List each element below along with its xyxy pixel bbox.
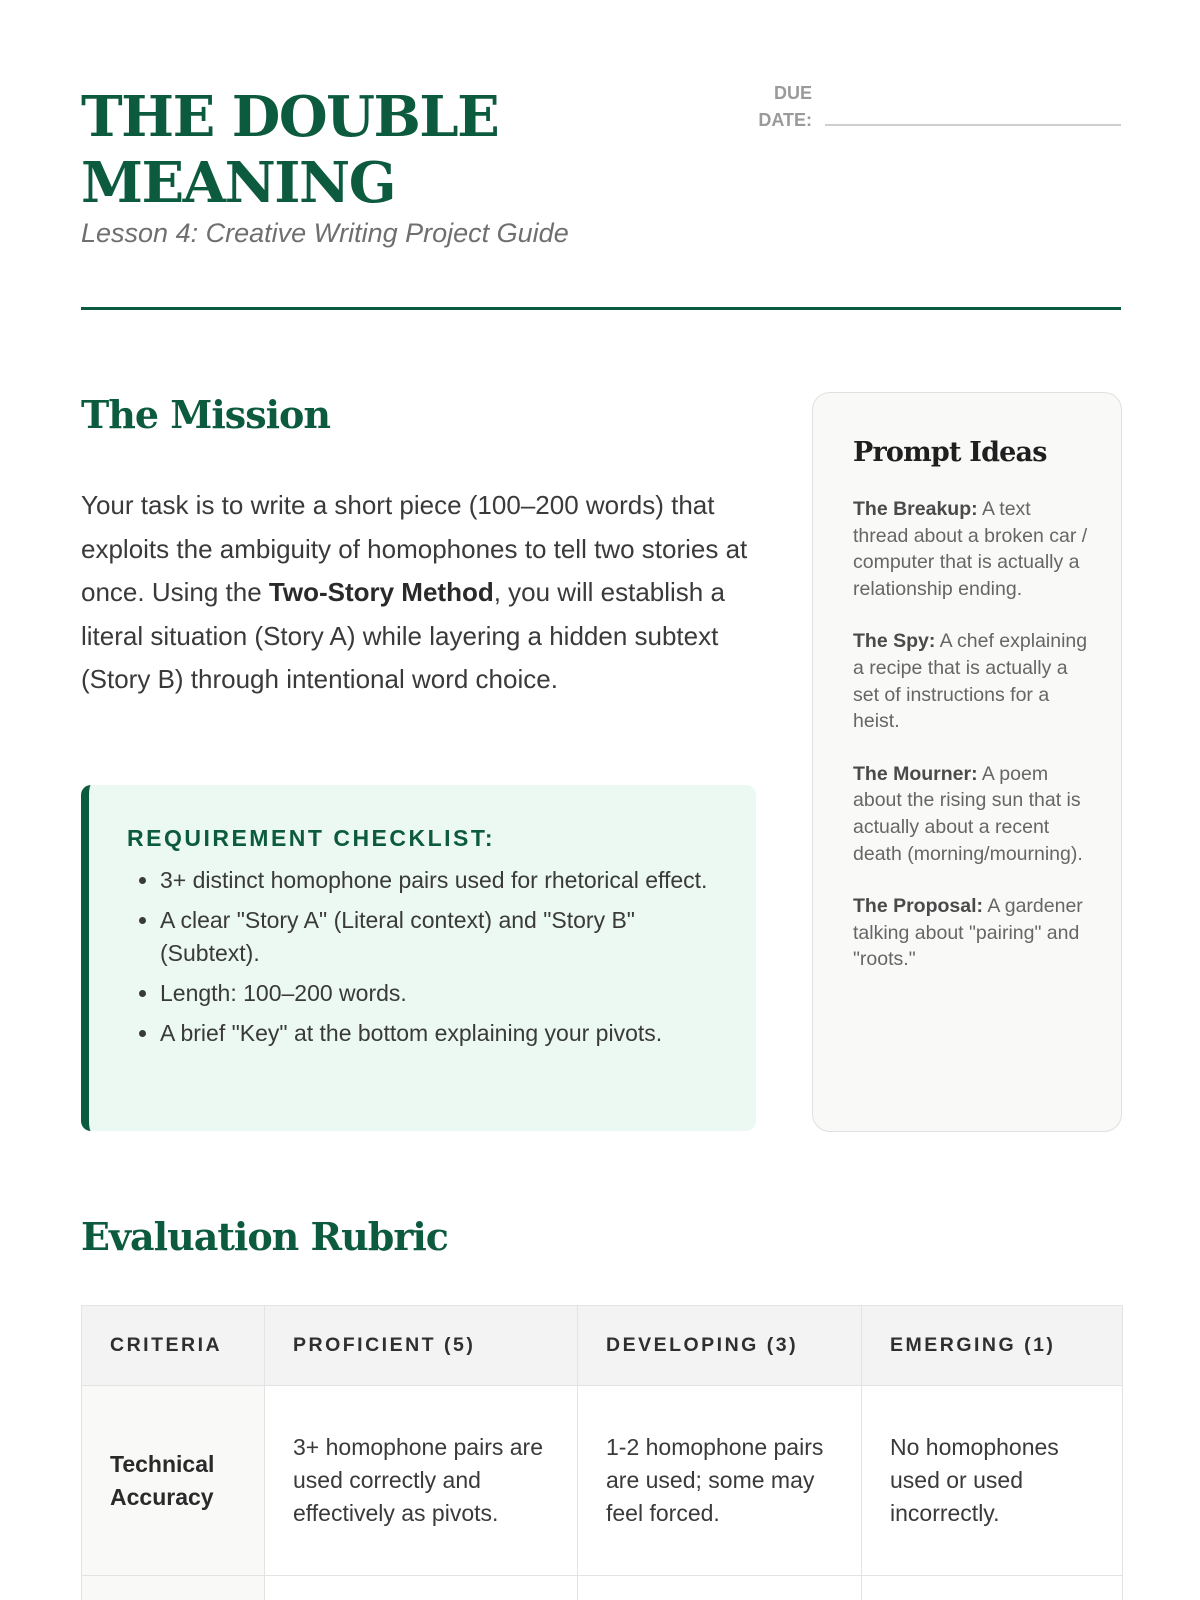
column-header-criteria: CRITERIA — [82, 1306, 265, 1386]
prompt-ideas-title: Prompt Ideas — [853, 437, 1047, 468]
proficient-cell: 3+ homophone pairs are used correctly and effectively as pivots. — [265, 1386, 578, 1576]
title-line-1: THE DOUBLE — [81, 84, 499, 150]
prompt-item-spy — [853, 628, 1091, 734]
page-subtitle: Lesson 4: Creative Writing Project Guide — [81, 218, 569, 248]
mission-paragraph — [81, 484, 761, 702]
header-divider — [81, 307, 1121, 310]
prompt-text: A chef explaining a recipe that is actually a set of instructions for a heist. — [853, 630, 1088, 733]
prompt-item-proposal — [853, 893, 1091, 973]
prompt-text: A gardener talking about "pairing" and "roots." — [853, 895, 1083, 971]
mission-heading: The Mission — [81, 392, 331, 437]
page-title — [81, 84, 701, 216]
mission-text-part-1: Your task is to write a short piece (100–200 words) that exploits the ambiguity of homophones to tell two stories at once. Using the — [81, 490, 748, 607]
column-header-developing: DEVELOPING (3) — [578, 1306, 862, 1386]
column-header-proficient: PROFICIENT (5) — [265, 1306, 578, 1386]
proficient-cell — [265, 1576, 578, 1600]
criteria-cell — [82, 1576, 265, 1600]
requirement-checklist — [81, 785, 756, 1131]
title-line-2: MEANING — [81, 150, 396, 216]
table-row — [82, 1576, 1123, 1600]
developing-cell — [578, 1576, 862, 1600]
due-date-field[interactable] — [825, 124, 1121, 126]
emerging-cell: No homophones used or used incorrectly. — [862, 1386, 1123, 1576]
prompt-item-breakup — [853, 496, 1091, 602]
checklist-title: REQUIREMENT CHECKLIST: — [127, 825, 496, 851]
due-label-line-1: DUE — [773, 83, 812, 103]
prompt-text: A text thread about a broken car / computer that is actually a relationship ending. — [853, 498, 1088, 600]
checklist-list — [127, 864, 726, 1050]
prompt-item-mourner — [853, 761, 1091, 867]
prompt-label: The Spy: — [853, 630, 936, 653]
checklist-item: • A clear "Story A" (Literal context) and "Story B" (Subtext). — [160, 904, 726, 970]
criteria-cell: Technical Accuracy — [82, 1386, 265, 1576]
prompt-text: A poem about the rising sun that is actually about a recent death (morning/mourning). — [853, 762, 1083, 865]
emerging-cell — [862, 1576, 1123, 1600]
prompt-ideas-panel — [812, 392, 1122, 1132]
checklist-item: • 3+ distinct homophone pairs used for rhetorical effect. — [160, 864, 726, 897]
due-date-label — [740, 80, 812, 134]
checklist-item: • A brief "Key" at the bottom explaining your pivots. — [160, 1017, 726, 1050]
prompt-label: The Mourner: — [853, 762, 978, 785]
prompt-label: The Proposal: — [853, 895, 984, 918]
developing-cell: 1-2 homophone pairs are used; some may feel forced. — [578, 1386, 862, 1576]
rubric-heading: Evaluation Rubric — [81, 1214, 448, 1259]
prompt-label: The Breakup: — [853, 498, 978, 520]
due-label-line-2: DATE: — [758, 110, 812, 130]
mission-text-emphasis: Two-Story Method — [268, 577, 494, 607]
rubric-header-row — [82, 1306, 1123, 1386]
checklist-item: • Length: 100–200 words. — [160, 977, 726, 1010]
column-header-emerging: EMERGING (1) — [862, 1306, 1123, 1386]
table-row — [82, 1386, 1123, 1576]
mission-text-part-2: , you will establish a literal situation (Story A) while layering a hidden subtext (Story B) through intentional word choice. — [81, 577, 725, 694]
evaluation-rubric-table — [81, 1305, 1123, 1600]
